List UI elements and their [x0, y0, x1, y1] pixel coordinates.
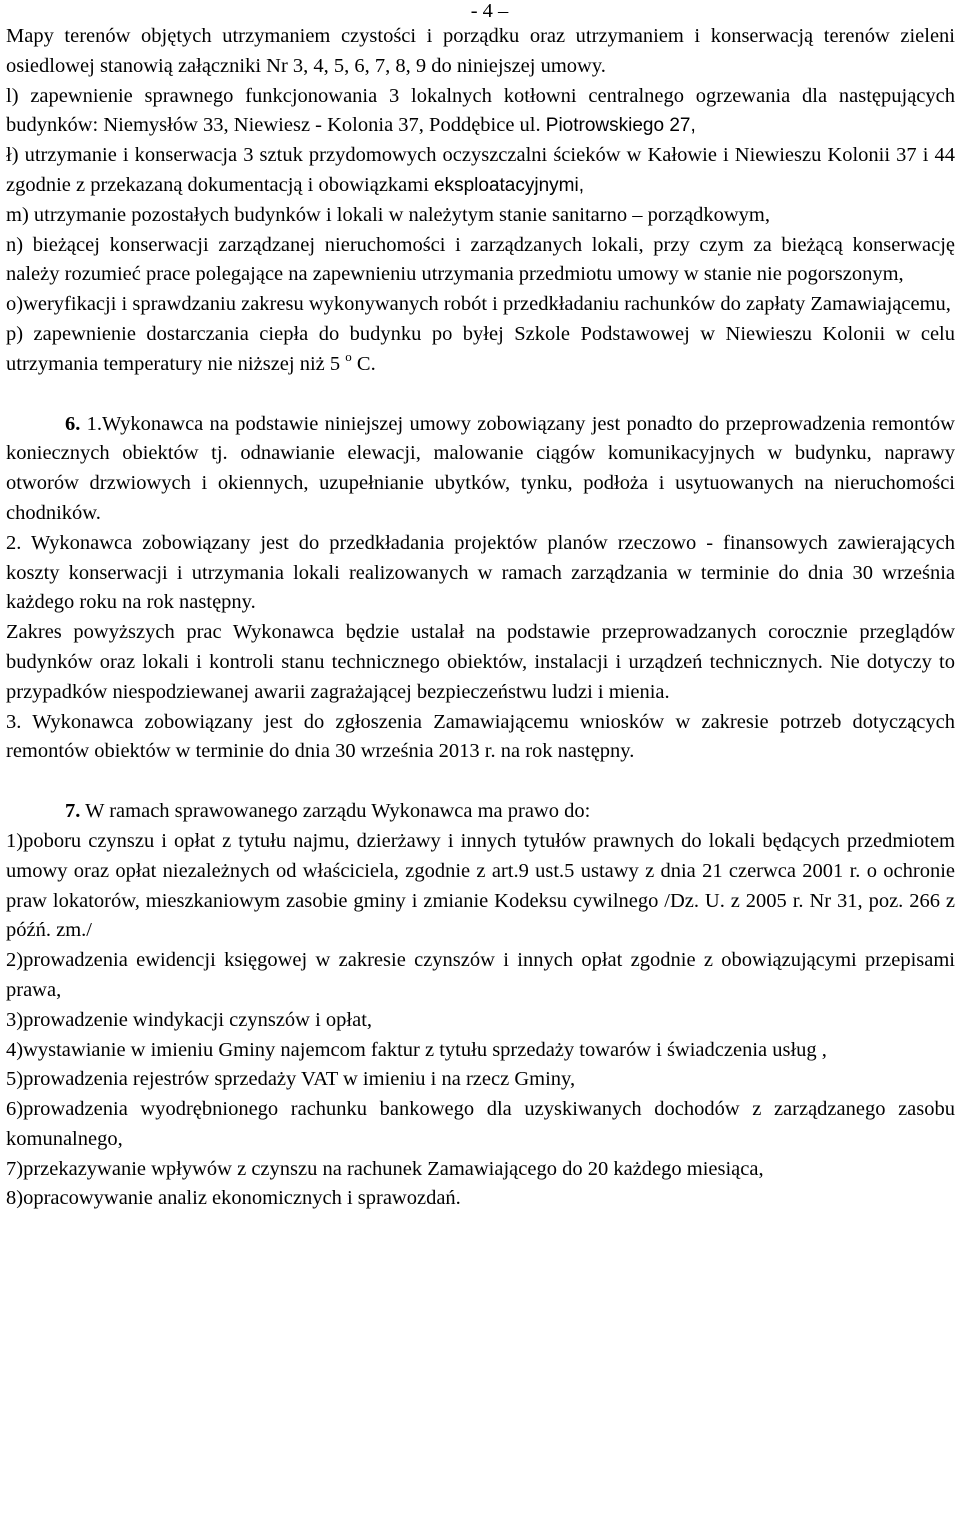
- section-7-item-6: 6)prowadzenia wyodrębnionego rachunku bankowego dla uzyskiwanych dochodów z zarządzanego zasobu komunalnego,: [6, 1098, 955, 1150]
- section-7-heading: 7.: [65, 800, 81, 823]
- section-6-point-3: 3. Wykonawca zobowiązany jest do zgłoszenia Zamawiającemu wniosków w zakresie potrzeb dotyczących remontów obiektów w terminie do dnia 30 września 2013 r. na rok następny.: [6, 710, 955, 763]
- section-6-point-2-scope: Zakres powyższych prac Wykonawca będzie ustalał na podstawie przeprowadzanych corocznie przeglądów budynków oraz lokali i kontroli stanu technicznego obiektów, instalacji i urządzeń technicznych. Nie dotyczy to przypadków niespodziewanej awarii zagrażającej bezpieczeństwu ludzi i mienia.: [6, 621, 955, 703]
- paragraph-p-end: C.: [351, 352, 376, 375]
- section-6-p1-text: 1.Wykonawca na podstawie niniejszej umowy zobowiązany jest ponadto do przeprowadzenia remontów koniecznych obiektów tj. odnawianie elewacji, malowanie ciągów komunikacyjnych w budynku, naprawy otworów drzwiowych i okiennych, uzupełnianie ubytków, tynku, podłoża i usytuowanych na nieruchomości chodników.: [6, 412, 955, 524]
- section-6-heading: 6.: [65, 412, 81, 435]
- section-7-heading-wrap: [6, 800, 80, 822]
- paragraph-l-end: Piotrowskiego 27,: [545, 115, 696, 137]
- spacer: [6, 380, 955, 410]
- section-6-point-1: [6, 410, 955, 529]
- section-7-item-1: 1)poboru czynszu i opłat z tytułu najmu, dzierżawy i innych tytułów prawnych do lokali będących przedmiotem umowy oraz opłat niezależnych od właściciela, zgodnie z art.9 ust.5 ustawy z dnia 21 czerwca 2001 r. o ochronie praw lokatorów, mieszkaniowym zasobie gminy i zmianie Kodeksu cywilnego /Dz. U. z 2005 r. Nr 31, poz. 266 z późń. zm./: [6, 829, 955, 942]
- paragraph-l-stroke-end: eksploatacyjnymi,: [434, 174, 584, 196]
- paragraph-l-text: l) zapewnienie sprawnego funkcjonowania 3 lokalnych kotłowni centralnego ogrzewania dla następujących budynków: Niemysłów 33, Niewiesz - Kolonia 37, Poddębice ul.: [6, 84, 955, 137]
- section-7-intro-text: W ramach sprawowanego zarządu Wykonawca ma prawo do:: [80, 800, 591, 823]
- section-6-heading-wrap: [6, 413, 80, 435]
- paragraph-p: [6, 320, 955, 380]
- section-6-point-2: 2. Wykonawca zobowiązany jest do przedkładania projektów planów rzeczowo - finansowych zawierających koszty konserwacji i utrzymania lokali realizowanych w ramach zarządzania w terminie do dnia 30 września każdego roku na rok następny.: [6, 531, 955, 614]
- paragraph-p-text: p) zapewnienie dostarczania ciepła do budynku po byłej Szkole Podstawowej w Niewieszu Kolonii w celu utrzymania temperatury nie niższej niż 5: [6, 322, 955, 375]
- section-7-item-4: 4)wystawianie w imieniu Gminy najemcom faktur z tytułu sprzedaży towarów i świadczenia usług ,: [6, 1038, 827, 1061]
- degree-superscript: o: [345, 348, 352, 364]
- section-7-item-8: 8)opracowywanie analiz ekonomicznych i sprawozdań.: [6, 1187, 461, 1210]
- paragraph-l-stroke: [6, 141, 955, 201]
- paragraph-n: n) bieżącej konserwacji zarządzanej nieruchomości i zarządzanych lokali, przy czym za bieżącą konserwację należy rozumieć prace polegające na zapewnieniu utrzymania przedmiotu umowy w stanie nie pogorszonym,: [6, 233, 955, 286]
- page-number: - 4 –: [470, 0, 509, 22]
- spacer: [6, 767, 955, 797]
- section-7-item-3: 3)prowadzenie windykacji czynszów i opłat,: [6, 1008, 373, 1031]
- section-7-item-2: 2)prowadzenia ewidencji księgowej w zakresie czynszów i innych opłat zgodnie z obowiązującymi przepisami prawa,: [6, 949, 955, 1001]
- section-7-item-5: 5)prowadzenia rejestrów sprzedaży VAT w imieniu i na rzecz Gminy,: [6, 1068, 576, 1091]
- paragraph-maps: Mapy terenów objętych utrzymaniem czystości i porządku oraz utrzymaniem i konserwacją terenów zieleni osiedlowej stanowią załączniki Nr 3, 4, 5, 6, 7, 8, 9 do niniejszej umowy.: [6, 25, 955, 77]
- paragraph-l-stroke-text: ł) utrzymanie i konserwacja 3 sztuk przydomowych oczyszczalni ścieków w Kałowie i Niewieszu Kolonii 37 i 44 zgodnie z przekazaną dokumentacją i obowiązkami: [6, 144, 955, 196]
- paragraph-l: [6, 82, 955, 142]
- paragraph-m: m) utrzymanie pozostałych budynków i lokali w należytym stanie sanitarno – porządkowym,: [6, 203, 771, 226]
- section-7-intro: [6, 797, 955, 827]
- paragraph-o: o)weryfikacji i sprawdzaniu zakresu wykonywanych robót i przedkładaniu rachunków do zapłaty Zamawiającemu,: [6, 293, 951, 316]
- section-7-item-7: 7)przekazywanie wpływów z czynszu na rachunek Zamawiającego do 20 każdego miesiąca,: [6, 1157, 764, 1180]
